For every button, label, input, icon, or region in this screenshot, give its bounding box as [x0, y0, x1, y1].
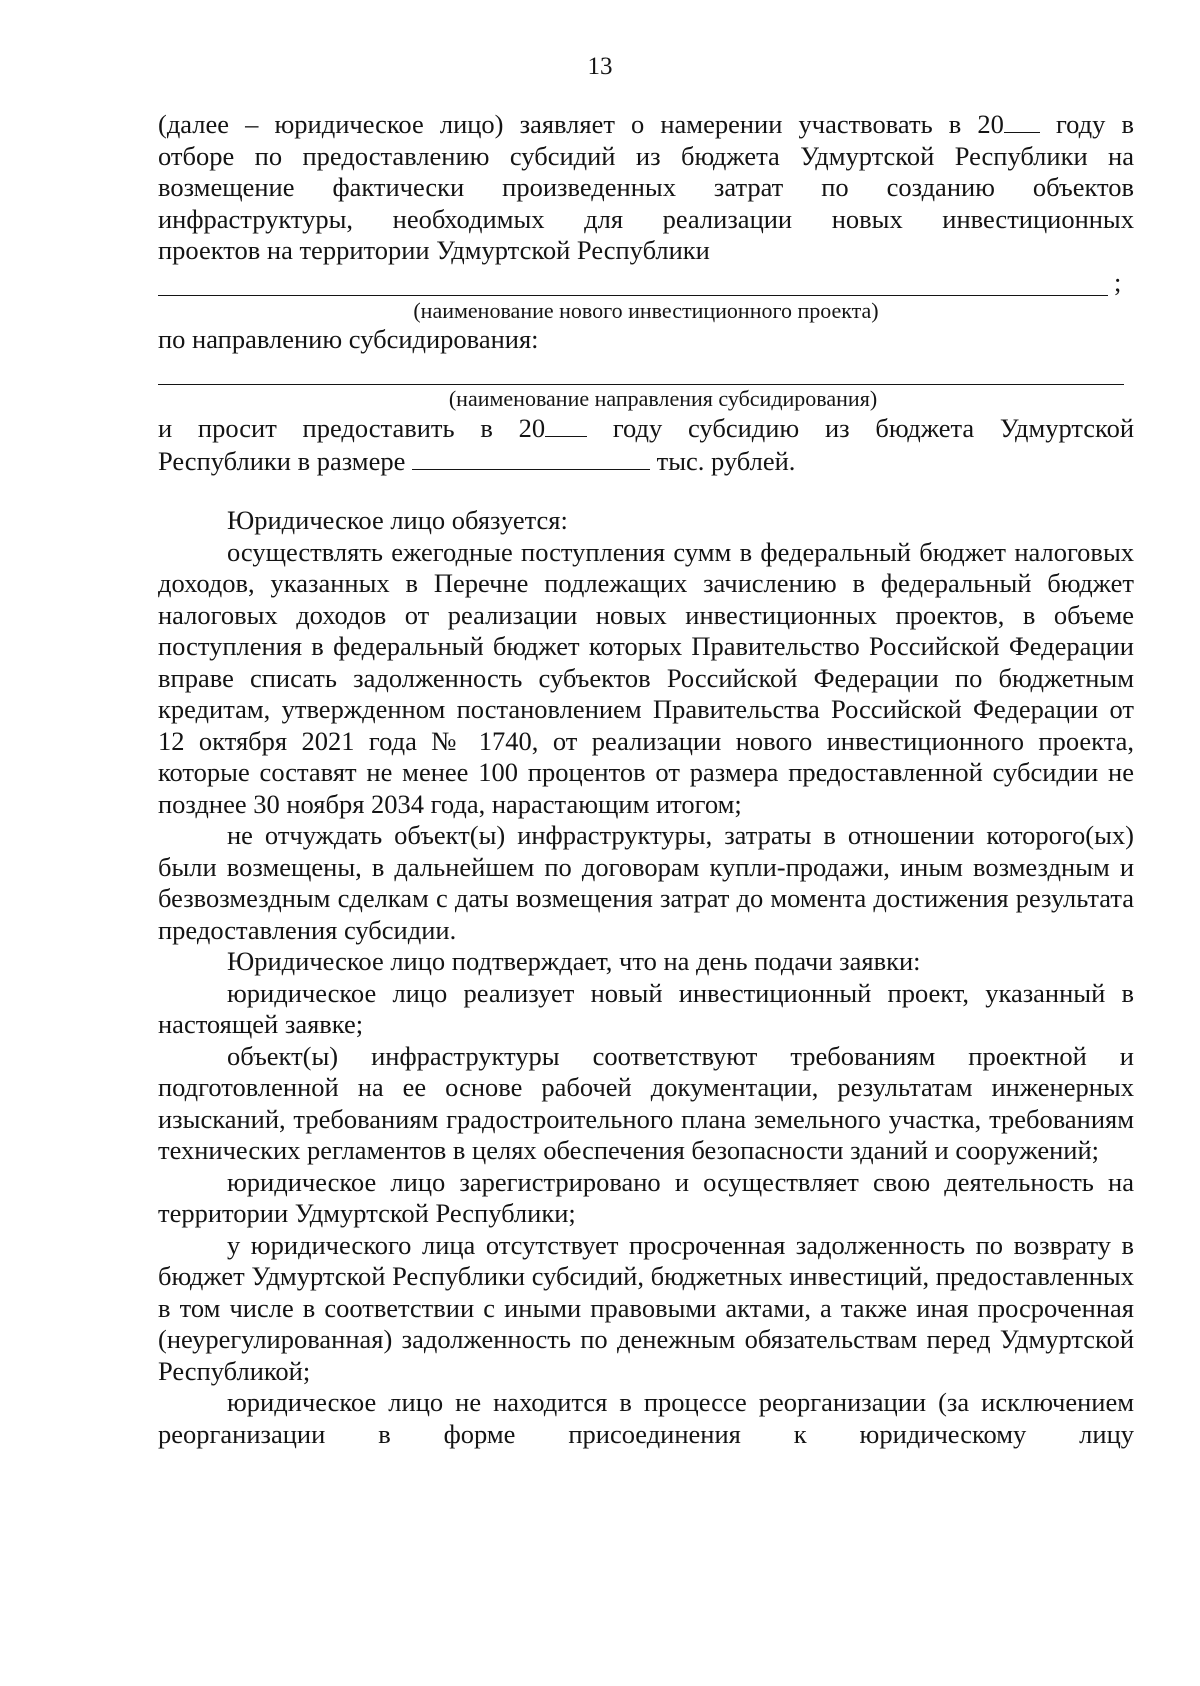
- intro-line-4: инфраструктуры, необходимых для реализации новых инвестиционных: [158, 203, 1134, 234]
- intro-line-2: отборе по предоставлению субсидий из бюджета Удмуртской Республики на: [158, 140, 1134, 171]
- confirmation-item-3: юридическое лицо зарегистрировано и осуществляет свою деятельность на территории Удмуртской Республики;: [158, 1166, 1134, 1228]
- confirmation-item-5: юридическое лицо не находится в процессе реорганизации (за исключением реорганизации в форме присоединения к юридическому лицу: [158, 1387, 1134, 1449]
- intro-line-5: проектов на территории Удмуртской Республики: [158, 235, 710, 265]
- page-number: 13: [587, 53, 613, 80]
- request-line-1: и просит предоставить в 20 году субсидию из бюджета Удмуртской: [158, 413, 1134, 443]
- direction-field: [158, 355, 1134, 386]
- obligation-item-1: осуществлять ежегодные поступления сумм в федеральный бюджет налоговых доходов, указанных в Перечне подлежащих зачислению в федеральный бюджет налоговых доходов от реализации новых инвестиционных проектов, в объеме поступления в федеральный бюджет которых Правительство Российской Федерации вправе списать задолженность субъектов Российской Федерации по бюджетным кредитам, утвержденном постановлением Правительства Российской Федерации от 12 октября 2021 года № 1740, от реализации нового инвестиционного проекта, которые составят не менее 100 процентов от размера предоставленной субсидии не позднее 30 ноября 2034 года, нарастающим итогом;: [158, 536, 1134, 819]
- confirmation-item-4: у юридического лица отсутствует просроченная задолженность по возврату в бюджет Удмуртской Республики субсидий, бюджетных инвестиций, предоставленных в том числе в соответствии с иными правовыми актами, а также иная просроченная (неурегулированная) задолженность по денежным обязательствам перед Удмуртской Республикой;: [158, 1229, 1134, 1386]
- project-name-caption: (наименование нового инвестиционного проекта): [413, 297, 879, 323]
- year-blank-2: [545, 412, 587, 437]
- direction-label: по направлению субсидирования:: [158, 323, 539, 354]
- direction-line: [158, 355, 1124, 385]
- request-line-2: Республики в размере тыс. рублей.: [158, 445, 796, 476]
- year-blank-1: [1004, 108, 1040, 133]
- obligations-heading: Юридическое лицо обязуется:: [227, 505, 568, 535]
- intro-line-1: (далее – юридическое лицо) заявляет о намерении участвовать в 20 году в: [158, 109, 1134, 139]
- confirmations-heading: Юридическое лицо подтверждает, что на день подачи заявки:: [227, 946, 921, 976]
- direction-caption: (наименование направления субсидирования): [448, 386, 878, 411]
- semicolon: ;: [1114, 266, 1122, 297]
- intro-line-3: возмещение фактически произведенных затрат по созданию объектов: [158, 172, 1134, 202]
- confirmation-item-2: объект(ы) инфраструктуры соответствуют требованиям проектной и подготовленной на ее основе рабочей документации, результатам инженерных изысканий, требованиям градостроительного плана земельного участка, требованиям технических регламентов в целях обеспечения безопасности зданий и сооружений;: [158, 1040, 1134, 1165]
- amount-blank: [412, 445, 650, 470]
- project-name-line: [158, 267, 1108, 296]
- section-gap: [158, 477, 1134, 505]
- project-name-field: [158, 267, 1134, 298]
- confirmation-item-1: юридическое лицо реализует новый инвестиционный проект, указанный в настоящей заявке;: [158, 977, 1134, 1039]
- obligation-item-2: не отчуждать объект(ы) инфраструктуры, затраты в отношении которого(ых) были возмещены, в дальнейшем по договорам купли-продажи, иным возмездным и безвозмездным сделкам с даты возмещения затрат до момента достижения результата предоставления субсидии.: [158, 820, 1134, 945]
- document-body: [158, 108, 1134, 1450]
